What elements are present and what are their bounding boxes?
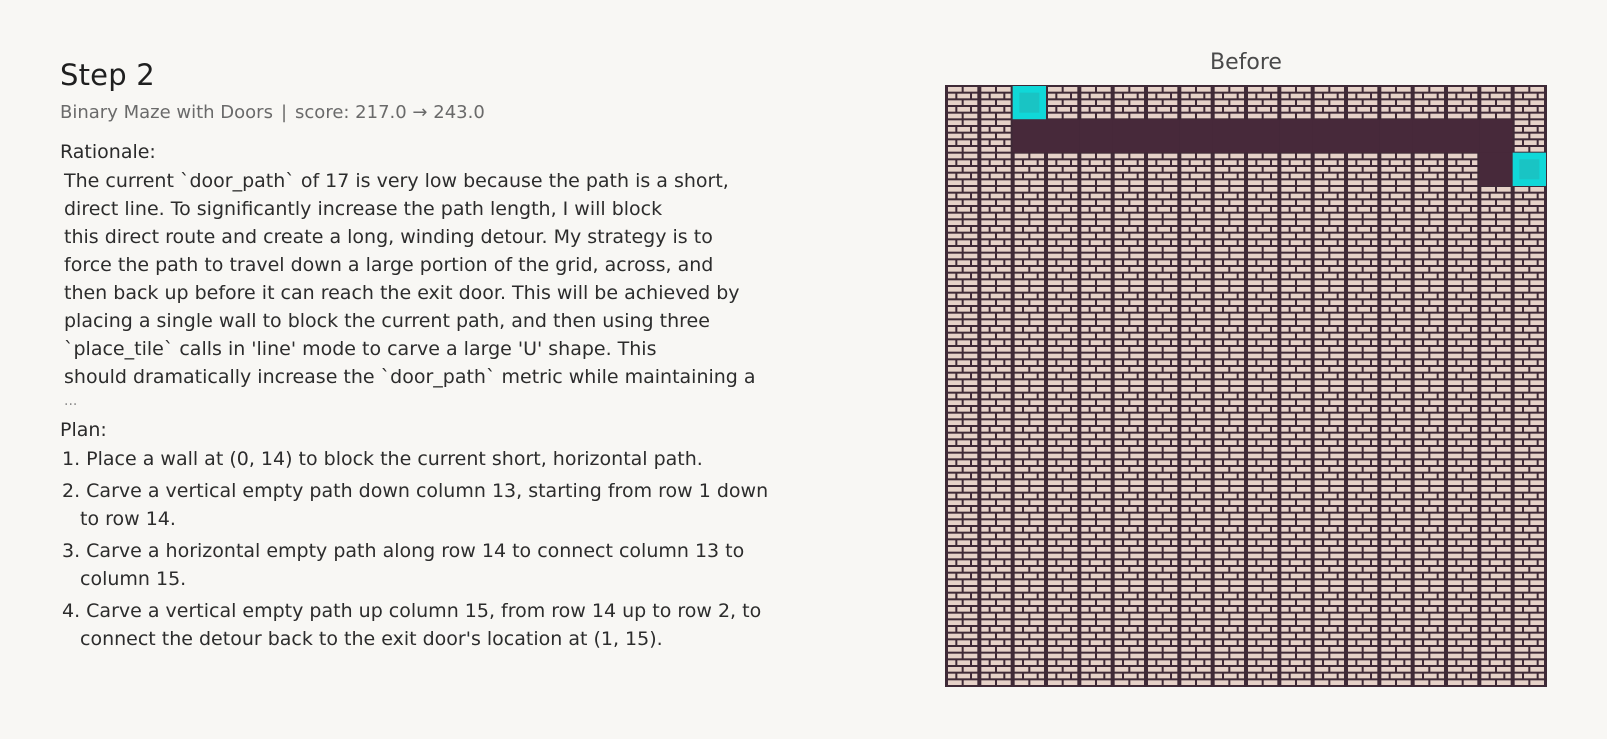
empty-tile (1179, 119, 1212, 152)
empty-tile (1446, 119, 1479, 152)
empty-tile (1113, 119, 1146, 152)
rationale-line: should dramatically increase the `door_path` metric while maintaining a (64, 366, 756, 388)
plan-list (60, 445, 769, 653)
empty-tile (1046, 119, 1079, 152)
empty-tile (1079, 119, 1112, 152)
rationale-line: force the path to travel down a large portion of the grid, across, and (64, 254, 714, 276)
empty-tile (1279, 119, 1312, 152)
plan-item (62, 477, 769, 533)
rationale-line: this direct route and create a long, winding detour. My strategy is to (64, 226, 713, 248)
maze-grid (945, 85, 1547, 687)
plan-item (62, 597, 760, 653)
empty-tile (1413, 119, 1446, 152)
empty-tile (1346, 119, 1379, 152)
maze-grid-canvas (946, 86, 1546, 686)
empty-tile (1246, 119, 1279, 152)
plan-item-continuation: column 15. (80, 568, 187, 590)
plan-item-text: 2. Carve a vertical empty path down column 13, starting from row 1 down (62, 480, 769, 502)
plan-item (62, 537, 760, 593)
plan-item-text: 3. Carve a horizontal empty path along row 14 to connect column 13 to (62, 540, 745, 562)
plan-item (62, 445, 760, 473)
empty-tile (1479, 153, 1512, 186)
plan-item-text: 4. Carve a vertical empty path up column 15, from row 14 up to row 2, to (62, 600, 762, 622)
rationale-ellipsis: ... (64, 393, 78, 409)
rationale-line: The current `door_path` of 17 is very low because the path is a short, (64, 170, 729, 192)
door-tile (1013, 86, 1046, 119)
environment-name: Binary Maze with Doors (60, 102, 273, 123)
empty-tile (1146, 119, 1179, 152)
door-tile (1513, 153, 1546, 186)
step-subtitle (60, 102, 760, 123)
rationale-label: Rationale: (60, 141, 156, 163)
plan-label: Plan: (60, 419, 107, 441)
plan-item-continuation: connect the detour back to the exit door's location at (1, 15). (80, 628, 663, 650)
plan-item-text: 1. Place a wall at (0, 14) to block the current short, horizontal path. (62, 448, 703, 470)
step-title: Step 2 (60, 58, 155, 92)
rationale-line: placing a single wall to block the current path, and then using three (64, 310, 710, 332)
rationale-panel (60, 58, 769, 657)
plan-item-continuation: to row 14. (80, 508, 176, 530)
rationale-line: then back up before it can reach the exit door. This will be achieved by (64, 282, 740, 304)
empty-tile (1379, 119, 1412, 152)
empty-tile (1313, 119, 1346, 152)
before-label: Before (1210, 50, 1282, 75)
rationale-text (60, 167, 760, 391)
grid-panel (945, 50, 1547, 687)
rationale-line: direct line. To significantly increase the path length, I will block (64, 198, 663, 220)
empty-tile (1479, 119, 1512, 152)
empty-tile (1213, 119, 1246, 152)
rationale-line: `place_tile` calls in 'line' mode to carve a large 'U' shape. This (64, 338, 657, 360)
subtitle-separator: | (280, 102, 288, 123)
score-change: score: 217.0 → 243.0 (295, 102, 485, 123)
empty-tile (1013, 119, 1046, 152)
